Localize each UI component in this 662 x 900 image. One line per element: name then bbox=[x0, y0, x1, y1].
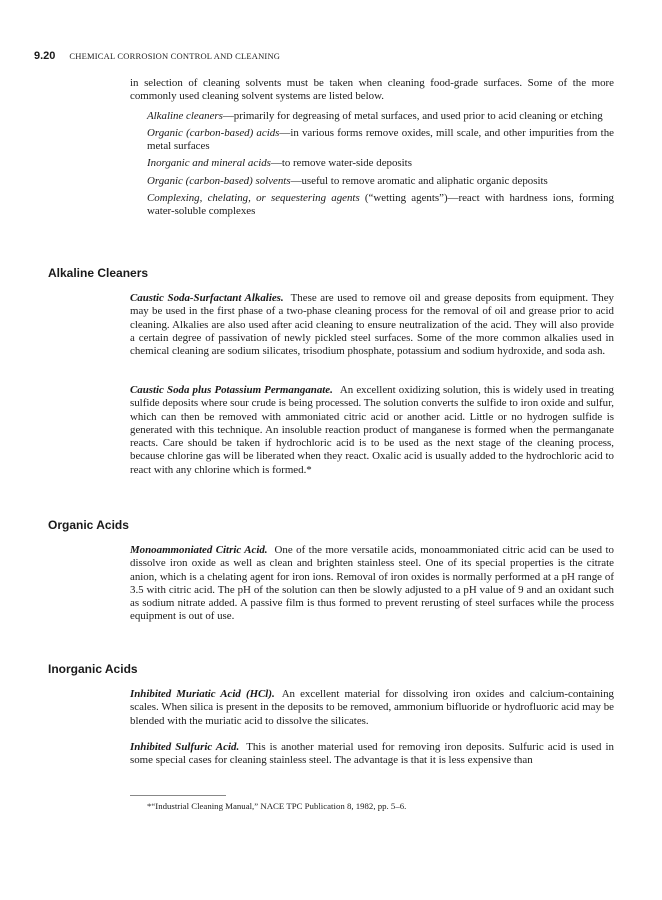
list-item: Alkaline cleaners—primarily for degreasing of metal surfaces, and used prior to acid cleaning or etching bbox=[147, 109, 603, 122]
item-term: Alkaline cleaners bbox=[147, 109, 223, 122]
paragraph-monoammoniated-citric-acid bbox=[130, 544, 614, 624]
paragraph-caustic-soda-surfactant bbox=[130, 292, 614, 358]
item-text: primarily for degreasing of metal surfaces, and used prior to acid cleaning or etching bbox=[233, 109, 603, 122]
section-heading-alkaline-cleaners: Alkaline Cleaners bbox=[48, 266, 149, 280]
item-text: useful to remove aromatic and aliphatic organic deposits bbox=[301, 174, 548, 187]
footnote-rule bbox=[130, 795, 226, 796]
paragraph-body: An excellent oxidizing solution, this is widely used in treating sulfide deposits where sour crude is being processed. The solution converts the sulfide to iron oxide and sulfur, which can then be removed with ammoniated citric acid or another acid. Little or no hydrogen sulfide is generated with this technique. An insoluble reaction product of manganese is formed when the permanganate reacts. Care should be taken if hydrochloric acid is to be used as the next stage of the cleaning process, because chlorine gas will be liberated when they react. Oxalic acid is usually added to the hydrochloric acid to react with any chlorine which is formed.* bbox=[130, 384, 614, 476]
paragraph-title: Monoammoniated Citric Acid. bbox=[130, 544, 268, 556]
intro-paragraph: in selection of cleaning solvents must be taken when cleaning food-grade surfaces. Some of the more commonly used cleaning solvent systems are listed below. bbox=[130, 77, 614, 103]
item-term: Organic (carbon-based) acids bbox=[147, 126, 280, 139]
item-text: to remove water-side deposits bbox=[281, 157, 412, 170]
intro-block bbox=[130, 77, 614, 223]
item-term: Inorganic and mineral acids bbox=[147, 157, 271, 170]
paragraph-caustic-soda-permanganate bbox=[130, 384, 614, 477]
chapter-title: CHEMICAL CORROSION CONTROL AND CLEANING bbox=[69, 51, 281, 61]
running-header bbox=[34, 46, 634, 64]
section-heading-organic-acids: Organic Acids bbox=[48, 518, 129, 532]
footnote: *“Industrial Cleaning Manual,” NACE TPC Publication 8, 1982, pp. 5–6. bbox=[147, 801, 407, 811]
solvent-list bbox=[130, 110, 614, 219]
paragraph-title: Caustic Soda plus Potassium Permanganate. bbox=[130, 384, 333, 396]
list-item: Complexing, chelating, or sequestering agents (“wetting agents”)—react with hardness ions, forming water-soluble complexes bbox=[147, 192, 614, 218]
item-term: Complexing, chelating, or sequestering agents bbox=[147, 192, 360, 205]
paragraph-body: One of the more versatile acids, monoammoniated citric acid can be used to dissolve iron oxide as well as clean and brighten stainless steel. One of its special properties is the citrate anion, which is a chelating agent for iron ions. Removal of iron oxides is normally performed at a pH range of 3.5 with citric acid. The pH of the solution can then be slowly adjusted to a pH value of 9 and an oxidant such as sodium nitrate added. A passive film is thus formed to prevent rerusting of steel surfaces while the process equipment is out of use. bbox=[130, 544, 614, 623]
paragraph-title: Caustic Soda-Surfactant Alkalies. bbox=[130, 292, 284, 304]
paragraph-title: Inhibited Sulfuric Acid. bbox=[130, 741, 240, 753]
item-text: react with hardness ions, forming water-soluble complexes bbox=[147, 192, 614, 218]
item-term: Organic (carbon-based) solvents bbox=[147, 174, 291, 187]
paragraph-body: An excellent material for dissolving iron oxides and calcium-containing scales. When silica is present in the deposits to be removed, ammonium bifluoride or hydrofluoric acid may be blended with the muriatic acid to dissolve the silicates. bbox=[130, 688, 614, 727]
list-item: Organic (carbon-based) acids—in various forms remove oxides, mill scale, and other impurities from the metal surfaces bbox=[147, 126, 614, 153]
section-heading-inorganic-acids: Inorganic Acids bbox=[48, 662, 138, 676]
paragraph-inhibited-sulfuric-acid bbox=[130, 741, 614, 768]
paragraph-inhibited-muriatic-acid bbox=[130, 688, 614, 728]
list-item: Inorganic and mineral acids—to remove water-side deposits bbox=[147, 157, 412, 170]
page-number: 9.20 bbox=[34, 50, 56, 62]
paragraph-body: This is another material used for removing iron deposits. Sulfuric acid is used in some special cases for cleaning stainless steel. The advantage is that it is less expensive than bbox=[130, 741, 614, 767]
paragraph-title: Inhibited Muriatic Acid (HCl). bbox=[130, 688, 275, 700]
item-text: in various forms remove oxides, mill scale, and other impurities from the metal surfaces bbox=[147, 126, 614, 153]
paragraph-body: These are used to remove oil and grease deposits from equipment. They may be used in the first phase of a two-phase cleaning process for the removal of oil and grease prior to acid cleaning. Alkalies are also used after acid cleaning to ensure neutralization of the acid. They will also provide a certain degree of passivation of newly pickled steel surfaces. Some of the more common alkalies used in chemical cleaning are sodium silicates, trisodium phosphate, potassium and sodium hydroxide, and soda ash. bbox=[130, 292, 614, 358]
list-item: Organic (carbon-based) solvents—useful to remove aromatic and aliphatic organic deposits bbox=[147, 174, 548, 187]
